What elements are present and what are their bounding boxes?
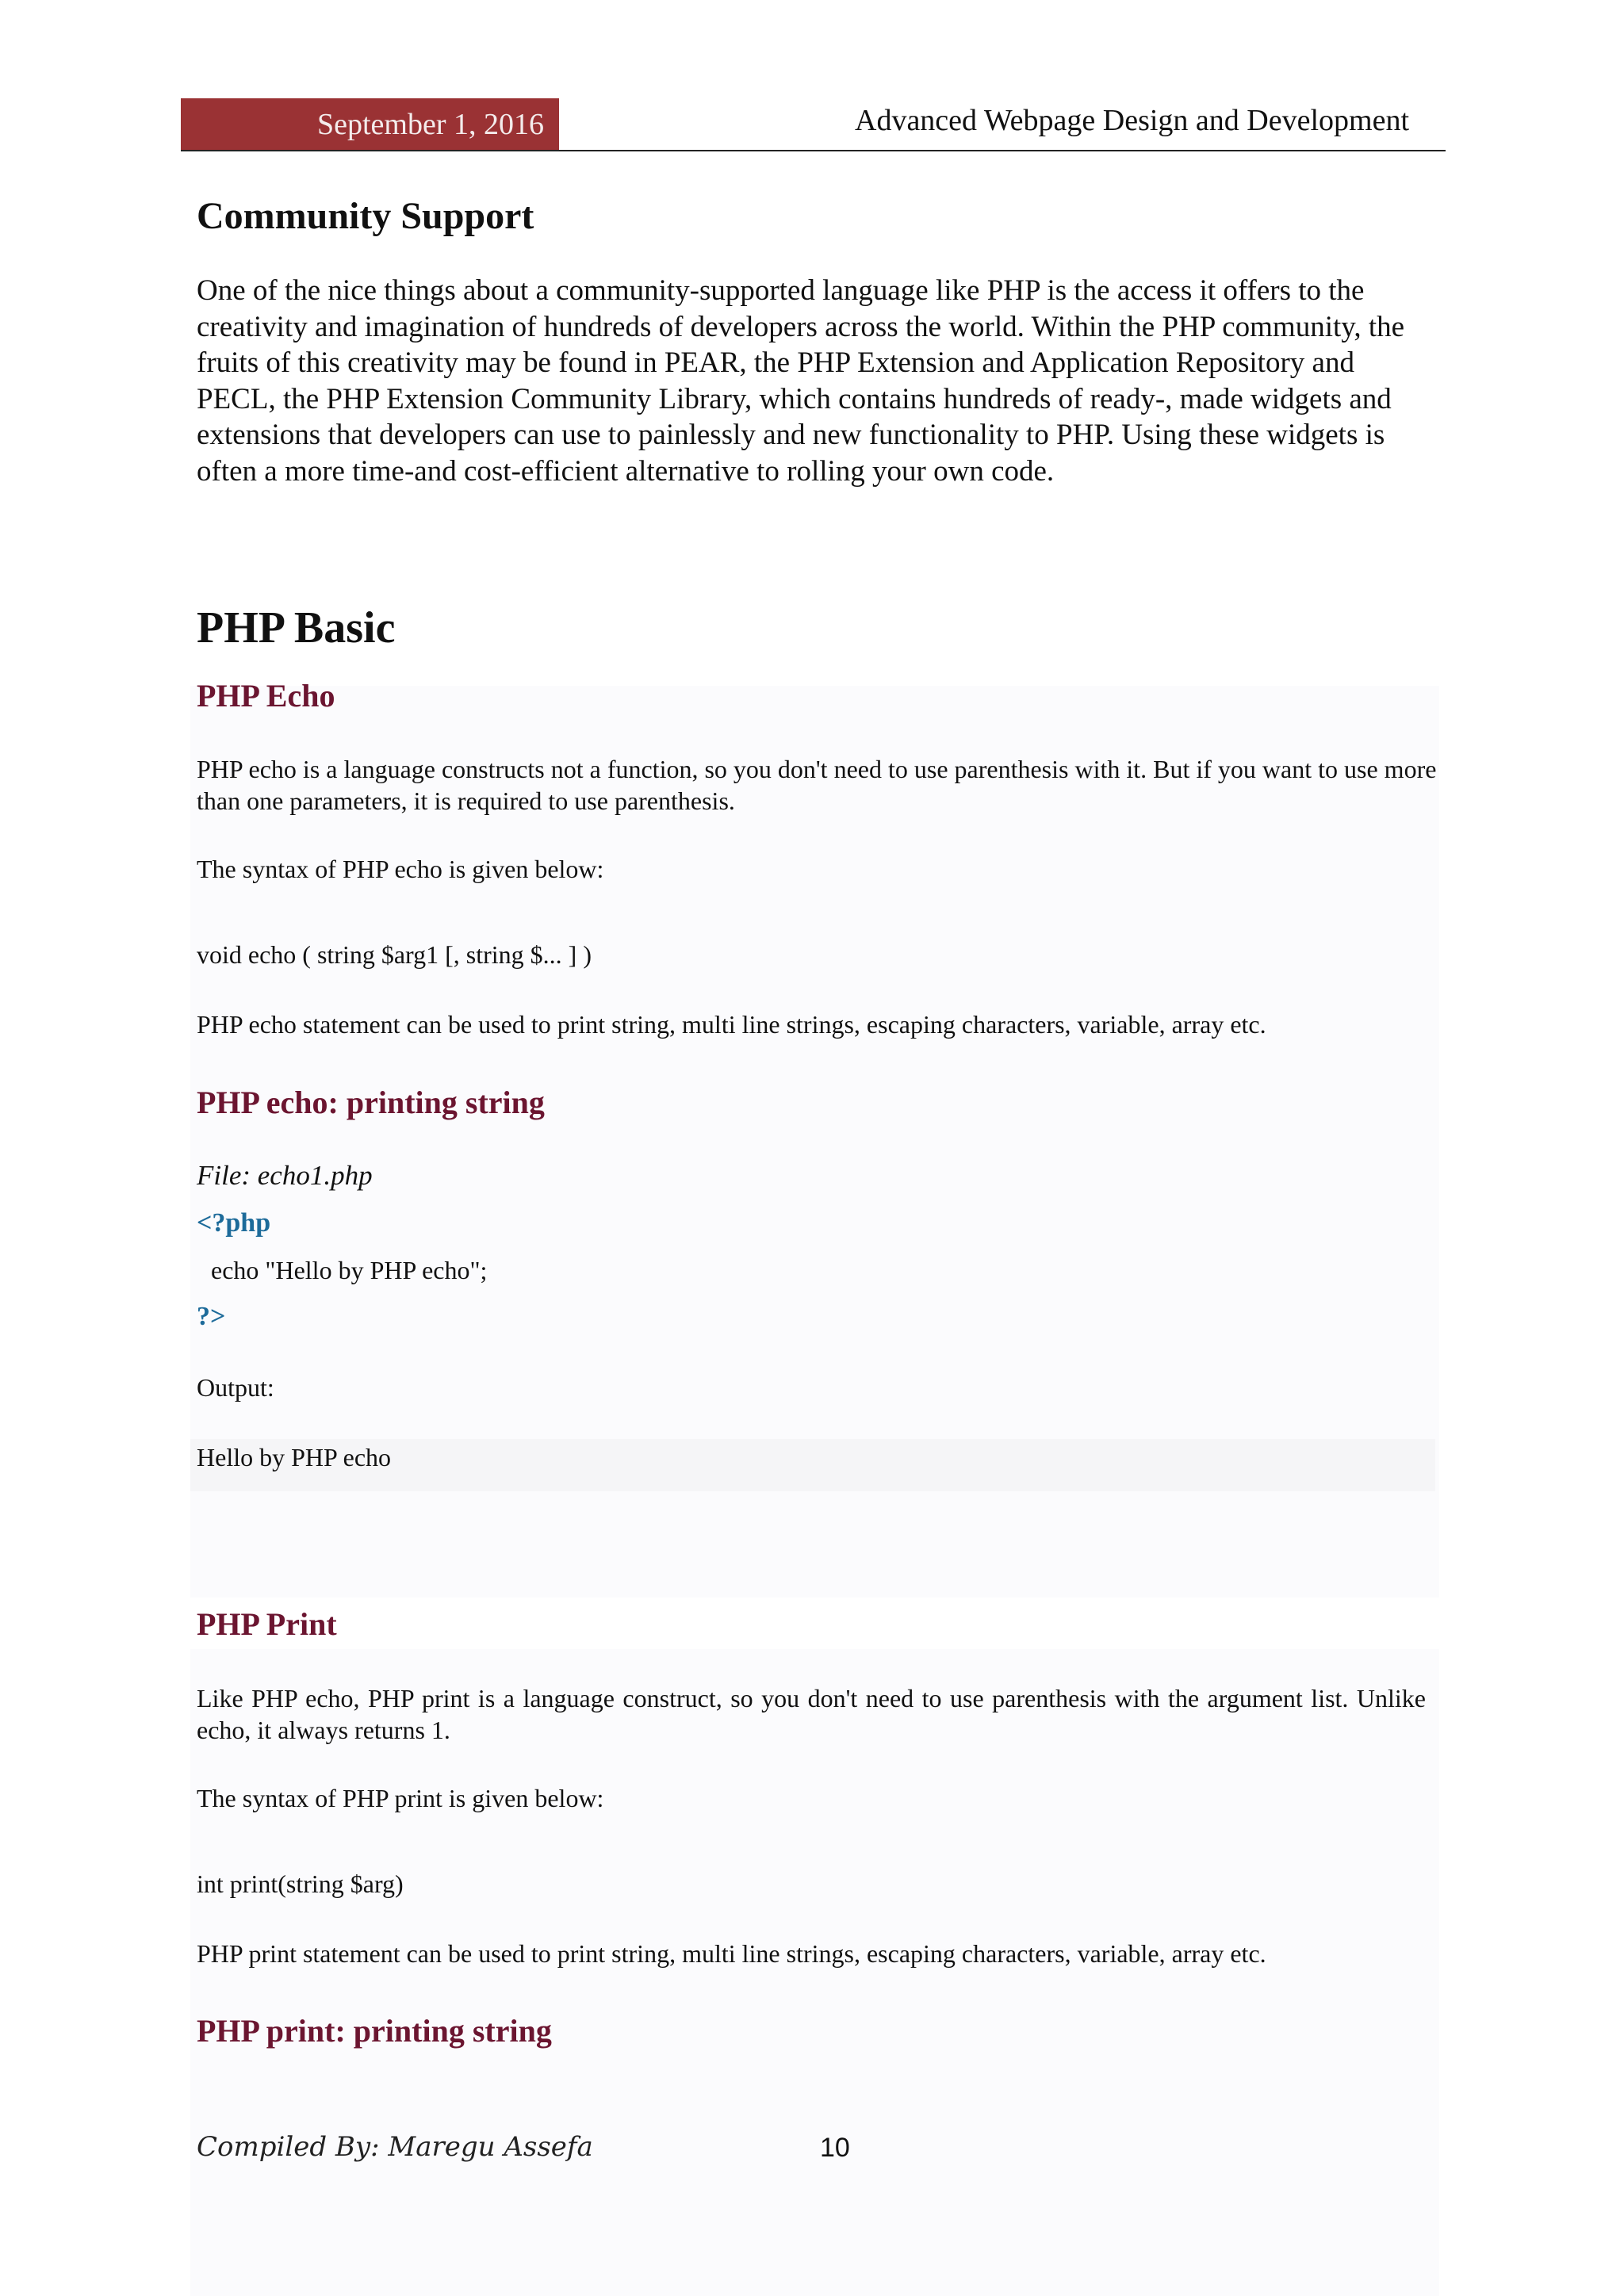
print-intro: Like PHP echo, PHP print is a language construct, so you don't need to use parenthesis with the argument list. Unlike echo, it always returns 1. [197, 1684, 1426, 1744]
community-heading: Community Support [197, 195, 534, 237]
header-rule [181, 150, 1446, 151]
header-title: Advanced Webpage Design and Development [855, 104, 1410, 137]
echo-syntax-label: The syntax of PHP echo is given below: [197, 855, 604, 883]
echo-printing-heading: PHP echo: printing string [197, 1085, 545, 1120]
echo-syntax: void echo ( string $arg1 [, string $... ] ) [197, 940, 592, 969]
php-open-tag: <?php [197, 1208, 271, 1238]
print-heading: PHP Print [197, 1606, 337, 1642]
echo-file-label: File: echo1.php [197, 1160, 373, 1191]
print-syntax: int print(string $arg) [197, 1869, 404, 1898]
output-label: Output: [197, 1373, 274, 1402]
header-date: September 1, 2016 [181, 98, 559, 151]
print-usage: PHP print statement can be used to print string, multi line strings, escaping characters, variable, array etc. [197, 1939, 1266, 1968]
php-basic-heading: PHP Basic [197, 603, 396, 652]
print-printing-heading: PHP print: printing string [197, 2013, 552, 2049]
community-body: One of the nice things about a community-supported language like PHP is the access it offers to the creativity and imagination of hundreds of developers across the world. Within the PHP community, the fruits of this creativity may be found in PEAR, the PHP Extension and Application Repository and PECL, the PHP Extension Community Library, which contains hundreds of ready-, made widgets and extensions that developers can use to painlessly and new functionality to PHP. Using these widgets is often a more time-and cost-efficient alternative to rolling your own code. [197, 274, 1405, 488]
output-value: Hello by PHP echo [197, 1443, 392, 1471]
echo-heading: PHP Echo [197, 678, 335, 714]
php-close-tag: ?> [197, 1302, 226, 1331]
echo-usage: PHP echo statement can be used to print string, multi line strings, escaping characters, variable, array etc. [197, 1010, 1266, 1039]
footer-credit: Compiled By: Maregu Assefa [197, 2131, 593, 2163]
page-number: 10 [820, 2133, 850, 2163]
echo-intro: PHP echo is a language constructs not a function, so you don't need to use parenthesis with it. But if you want to use more than one parameters, it is required to use parenthesis. [197, 755, 1437, 815]
print-syntax-label: The syntax of PHP print is given below: [197, 1784, 604, 1812]
content-panel-print [190, 1649, 1439, 2296]
echo-code-line: echo "Hello by PHP echo"; [211, 1256, 488, 1284]
